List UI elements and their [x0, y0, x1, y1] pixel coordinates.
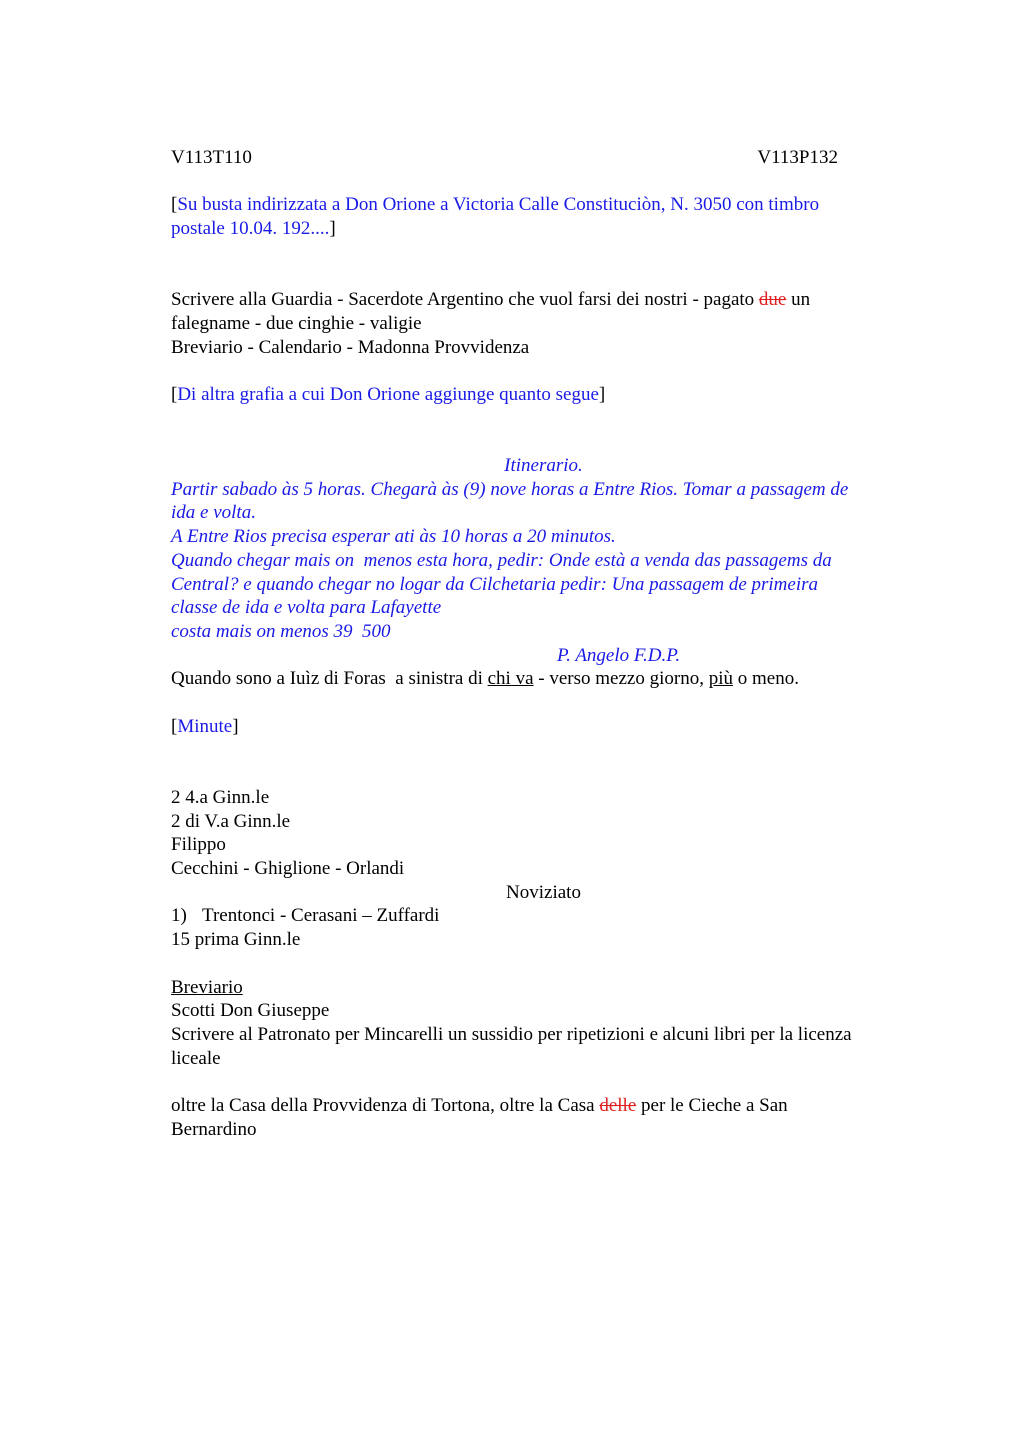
- minute-note: [Minute]: [171, 715, 239, 737]
- list-item: 2 4.a Ginn.le: [171, 786, 270, 808]
- document-page: [171, 146, 916, 1141]
- struck-word: delle: [599, 1095, 637, 1116]
- itinerary-line: Quando chegar mais on menos esta hora, pedir: Onde està a venda das passagems da: [171, 549, 832, 571]
- itinerary-section: [171, 454, 916, 667]
- itinerary-line: A Entre Rios precisa esperar ati às 10 horas a 20 minutos.: [171, 526, 616, 548]
- header-codes: [171, 146, 838, 170]
- list-item-numbered: 1) Trentonci - Cerasani – Zuffardi: [171, 905, 440, 927]
- paragraph-guardia: Scrivere alla Guardia - Sacerdote Argentino che vuol farsi dei nostri - pagato due un falegname - due cinghie - valigie Breviario - Calendario - Madonna Provvidenza: [171, 289, 811, 358]
- paragraph-tortona: oltre la Casa della Provvidenza di Tortona, oltre la Casa delle per le Cieche a San Bernardino: [171, 1095, 788, 1140]
- other-hand-note: [Di altra grafia a cui Don Orione aggiunge quanto segue]: [171, 383, 606, 405]
- envelope-note-text: Su busta indirizzata a Don Orione a Victoria Calle Constituciòn, N. 3050 con timbro: [177, 194, 820, 216]
- list-item: 15 prima Ginn.le: [171, 929, 301, 951]
- list-item: Cecchini - Ghiglione - Orlandi: [171, 858, 405, 879]
- envelope-note: [Su busta indirizzata a Don Orione a Victoria Calle Constituciòn, N. 3050 con timbro postale 10.04. 192....]: [171, 194, 820, 240]
- itinerary-title: Itinerario.: [504, 455, 583, 477]
- list-heading-noviziato: Noviziato: [506, 881, 581, 903]
- itinerary-line: ida e volta.: [171, 502, 256, 524]
- itinerary-line: classe de ida e volta para Lafayette: [171, 597, 442, 619]
- paragraph-breviario: Breviario Scotti Don Giuseppe Scrivere al Patronato per Mincarelli un sussidio per ripetizioni e alcuni libri per la licenza liceale: [171, 976, 852, 1069]
- list-item: 2 di V.a Ginn.le: [171, 810, 291, 832]
- itinerary-line: costa mais on menos 39 500: [171, 621, 391, 642]
- itinerary-line: Partir sabado às 5 horas. Chegarà às (9) nove horas a Entre Rios. Tomar a passagem de: [171, 478, 849, 500]
- itinerary-line: Central? e quando chegar no logar da Cilchetaria pedir: Una passagem de primeira: [171, 573, 819, 595]
- list-item: Filippo: [171, 834, 226, 856]
- paragraph-foras: Quando sono a Iuìz di Foras a sinistra di chi va - verso mezzo giorno, più o meno.: [171, 668, 799, 690]
- envelope-note-text-2: postale 10.04. 192....: [171, 218, 330, 240]
- itinerary-signature: P. Angelo F.D.P.: [557, 644, 681, 666]
- minute-list: [171, 786, 916, 952]
- struck-word: due: [758, 289, 787, 311]
- right-code: V113P132: [757, 147, 838, 168]
- left-code: V113T110: [171, 147, 252, 168]
